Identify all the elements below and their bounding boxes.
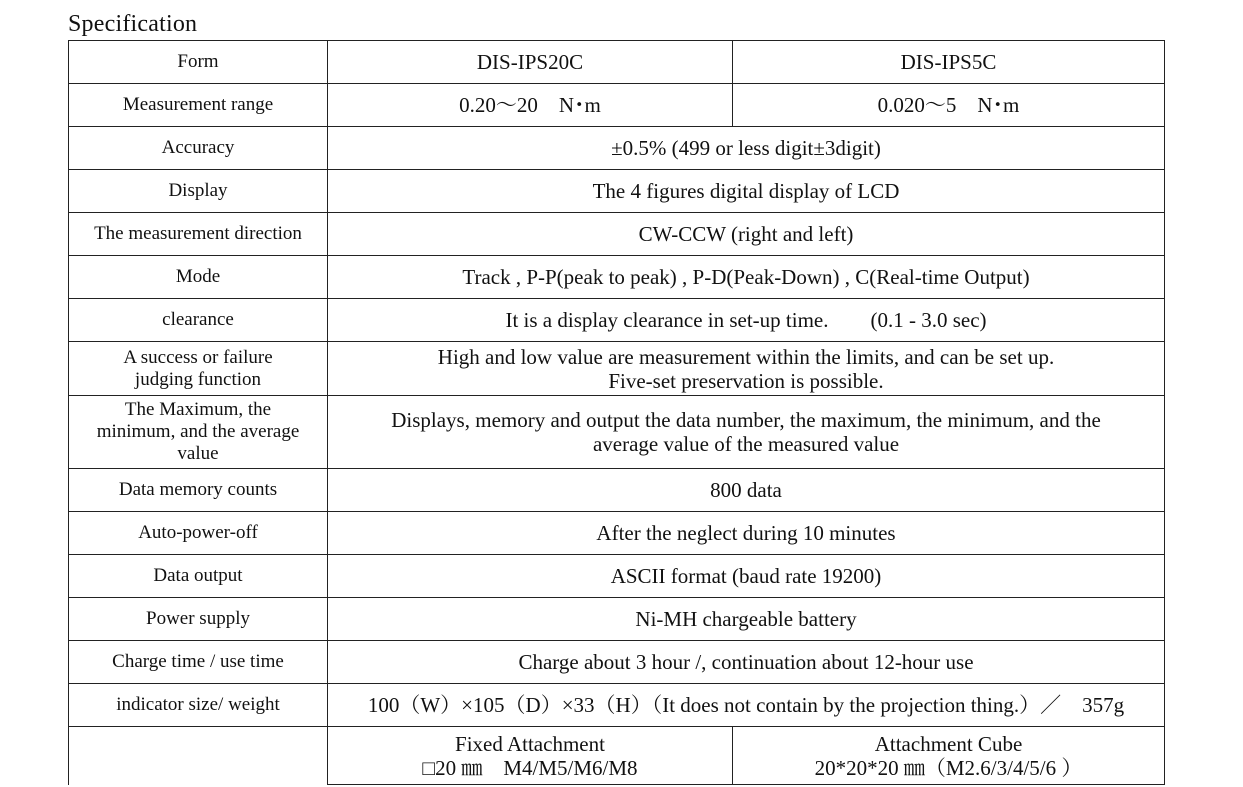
row-label: Auto-power-off (69, 512, 328, 555)
row-value: 100（W）×105（D）×33（H）（It does not contain by the projection thing.）／ 357g (328, 684, 1165, 727)
table-row-measurement-range (69, 84, 1165, 127)
row-value: Ni-MH chargeable battery (328, 598, 1165, 641)
fixed-attachment-cell (328, 727, 733, 785)
row-value: It is a display clearance in set-up time. (0.1 - 3.0 sec) (328, 299, 1165, 342)
row-label: Power supply (69, 598, 328, 641)
table-row (69, 512, 1165, 555)
page-title: Specification (68, 11, 198, 37)
judging-value-line: Five-set preservation is possible. (608, 368, 884, 393)
table-row (69, 684, 1165, 727)
fixed-attachment-title: Fixed Attachment (455, 731, 605, 756)
row-label: indicator size/ weight (69, 684, 328, 727)
fixed-attachment-spec: □20 ㎜ M4/M5/M6/M8 (422, 755, 638, 780)
statistics-label-line: The Maximum, the (124, 399, 272, 420)
statistics-label-line: value (177, 443, 219, 464)
judging-value (328, 342, 1165, 396)
model-dis-ips5c: DIS-IPS5C (733, 41, 1165, 84)
row-value: CW-CCW (right and left) (328, 213, 1165, 256)
statistics-label-line: minimum, and the average (96, 421, 300, 442)
row-value: After the neglect during 10 minutes (328, 512, 1165, 555)
attachments-label (69, 727, 328, 785)
row-value: Charge about 3 hour /, continuation about 12-hour use (328, 641, 1165, 684)
table-row (69, 598, 1165, 641)
table-row (69, 256, 1165, 299)
statistics-value (328, 396, 1165, 469)
measurement-range-ips5c: 0.020～5 N･m (733, 84, 1165, 127)
judging-label-line: judging function (134, 368, 262, 390)
table-row-attachments (69, 727, 1165, 785)
table-row (69, 170, 1165, 213)
row-value: The 4 figures digital display of LCD (328, 170, 1165, 213)
attachment-cube-spec: 20*20*20 ㎜（M2.6/3/4/5/6 ） (814, 755, 1083, 780)
model-dis-ips20c: DIS-IPS20C (328, 41, 733, 84)
row-label: Display (69, 170, 328, 213)
table-row-statistics (69, 396, 1165, 469)
judging-value-line: High and low value are measurement within the limits, and can be set up. (437, 344, 1055, 369)
row-value: ASCII format (baud rate 19200) (328, 555, 1165, 598)
row-label: Accuracy (69, 127, 328, 170)
table-row (69, 127, 1165, 170)
row-label: The measurement direction (69, 213, 328, 256)
judging-label-line: A success or failure (123, 346, 273, 368)
table-row (69, 469, 1165, 512)
row-value: ±0.5% (499 or less digit±3digit) (328, 127, 1165, 170)
attachment-cube-title: Attachment Cube (874, 731, 1023, 756)
statistics-label (69, 396, 328, 469)
form-label: Form (69, 41, 328, 84)
table-row (69, 299, 1165, 342)
table-row (69, 213, 1165, 256)
table-row-judging (69, 342, 1165, 396)
judging-label (69, 342, 328, 396)
row-label: Data memory counts (69, 469, 328, 512)
row-label: Charge time / use time (69, 641, 328, 684)
table-row (69, 555, 1165, 598)
row-label: Mode (69, 256, 328, 299)
measurement-range-label: Measurement range (69, 84, 328, 127)
statistics-value-line: average value of the measured value (592, 432, 900, 456)
row-value: 800 data (328, 469, 1165, 512)
row-label: clearance (69, 299, 328, 342)
attachment-cube-cell (733, 727, 1165, 785)
measurement-range-ips20c: 0.20～20 N･m (328, 84, 733, 127)
statistics-value-line: Displays, memory and output the data number, the maximum, the minimum, and the (391, 408, 1101, 432)
table-row-form (69, 41, 1165, 84)
specification-table (68, 40, 1165, 785)
table-row (69, 641, 1165, 684)
row-value: Track , P-P(peak to peak) , P-D(Peak-Down) , C(Real-time Output) (328, 256, 1165, 299)
row-label: Data output (69, 555, 328, 598)
